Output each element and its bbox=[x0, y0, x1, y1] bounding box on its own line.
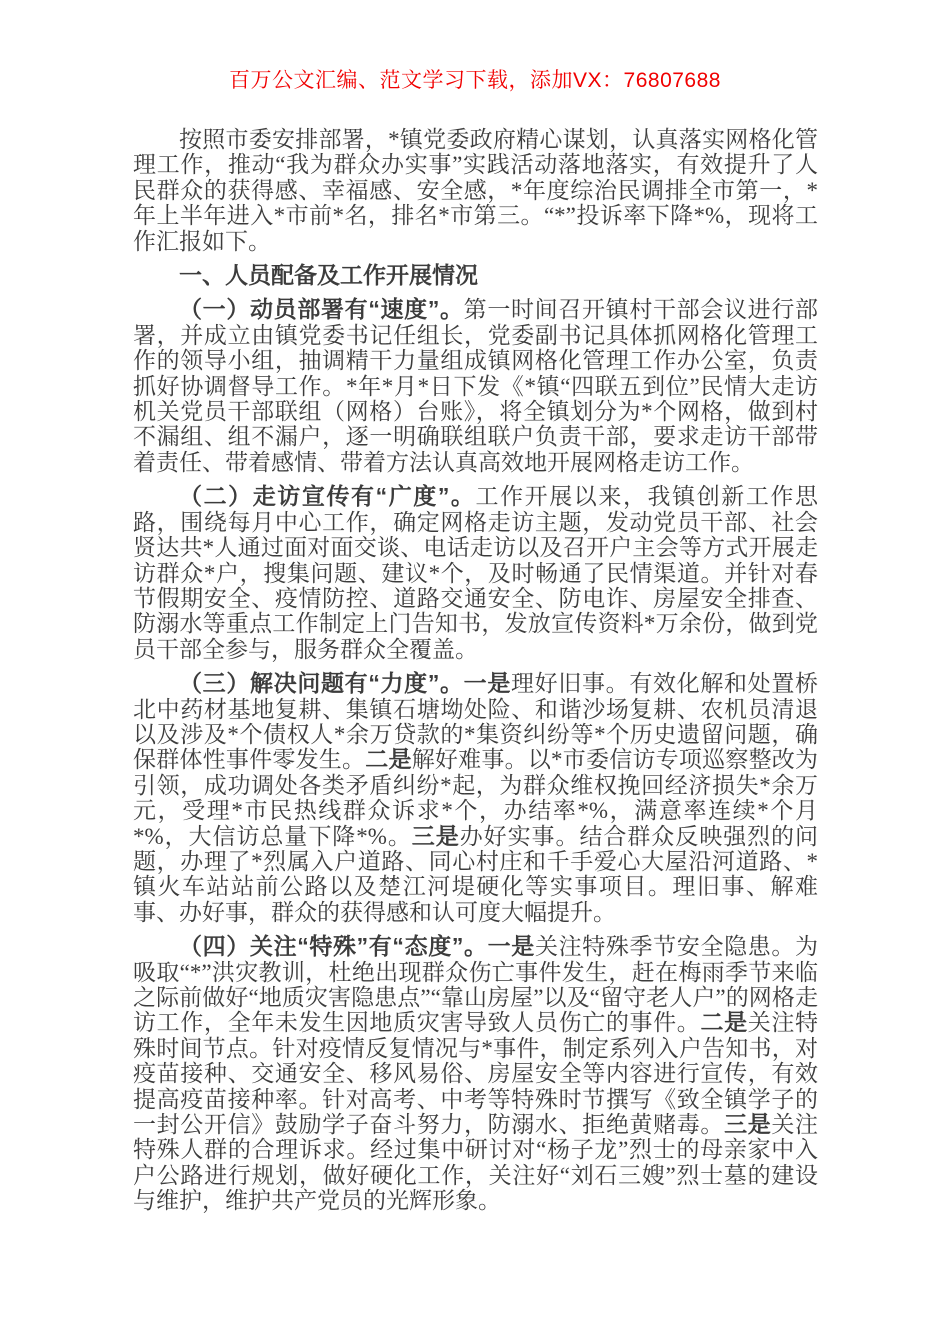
text-run: 办好实事。结合群众反映强烈的问题，办理了*烈属入户道路、同心村庄和千手爱心大屋沿河道路、*镇火车站站前公路以及楚江河堤硬化等实事项目。理旧事、解难事、办好事，群众的获得感和认可度大幅提升。 bbox=[133, 823, 818, 925]
text-run-bold: （四）关注“特殊”有“态度”。 bbox=[179, 933, 488, 960]
text-run: 关注特殊季节安全隐患。为吸取“*”洪灾教训，杜绝出现群众伤亡事件发生，赶在梅雨季节来临之际前做好“地质灾害隐患点”“靠山房屋”以及“留守老人户”的网格走访工作，全年未发生因地质灾害导致人员伤亡的事件。 bbox=[133, 934, 819, 1036]
header-ad-text: 百万公文汇编、范文学习下载，添加VX：76807688 bbox=[229, 69, 721, 92]
text-run: 工作开展以来，我镇创新工作思路，围绕每月中心工作，确定网格走访主题，发动党员干部、社会贤达共*人通过面对面交谈、电话走访以及召开户主会等方式开展走访群众*户，搜集问题、建议*个，及时畅通了民情渠道。并针对春节假期安全、疫情防控、道路交通安全、防电诈、房屋安全排查、防溺水等重点工作制定上门告知书，发放宣传资料*万余份，做到党员干部全参与，服务群众全覆盖。 bbox=[133, 484, 819, 662]
section-title bbox=[133, 263, 818, 288]
text-run: 解好难事。以*市委信访专项巡察整改为引领，成功调处各类矛盾纠纷*起，为群众维权挽回经济损失*余万元，受理*市民热线群众诉求*个，办结率*%，满意率连续*个月*%，大信访总量下降*%。 bbox=[133, 747, 819, 849]
text-run-bold: 一是 bbox=[463, 670, 512, 697]
text-run-bold: 一、人员配备及工作开展情况 bbox=[179, 262, 478, 289]
paragraph bbox=[133, 934, 818, 1213]
paragraph bbox=[133, 484, 818, 662]
text-run-bold: 一是 bbox=[487, 933, 535, 960]
text-run: 理好旧事。有效化解和处置桥北中药材基地复耕、集镇石塘坳处险、和谐沙场复耕、农机员清退以及涉及*个债权人*余万贷款的*集资纠纷等*个历史遗留问题，确保群体性事件零发生。 bbox=[133, 671, 819, 773]
text-run: 按照市委安排部署，*镇党委政府精心谋划，认真落实网格化管理工作，推动“我为群众办实事”实践活动落地落实，有效提升了人民群众的获得感、幸福感、安全感，*年度综治民调排全市第一，*年上半年进入*市前*名，排名*市第三。“*”投诉率下降*%，现将工作汇报如下。 bbox=[133, 127, 818, 254]
paragraph bbox=[133, 297, 818, 475]
text-run: 第一时间召开镇村干部会议进行部署，并成立由镇党委书记任组长，党委副书记具体抓网格化管理工作的领导小组，抽调精干力量组成镇网格化管理工作办公室，负责抓好协调督导工作。*年*月*日下发《*镇“四联五到位”民情大走访机关党员干部联组（网格）台账》，将全镇划分为*个网格，做到村不漏组、组不漏户，逐一明确联组联户负责干部，要求走访干部带着责任、带着感情、带着方法认真高效地开展网格走访工作。 bbox=[133, 297, 819, 475]
text-run-bold: （二）走访宣传有“广度”。 bbox=[179, 483, 476, 510]
text-run-bold: 二是 bbox=[700, 1009, 748, 1036]
text-run-bold: 三是 bbox=[411, 822, 460, 849]
document-body bbox=[133, 127, 818, 1223]
text-run: 关注特殊人群的合理诉求。经过集中研讨对“杨子龙”烈士的母亲家中入户公路进行规划，做好硬化工作，关注好“刘石三嫂”烈士墓的建设与维护，维护共产党员的光辉形象。 bbox=[133, 1112, 819, 1214]
text-run-bold: （三）解决问题有“力度”。 bbox=[179, 670, 464, 697]
text-run-bold: （一）动员部署有“速度”。 bbox=[179, 296, 464, 323]
paragraph bbox=[133, 127, 818, 254]
text-run-bold: 三是 bbox=[724, 1111, 772, 1138]
text-run-bold: 二是 bbox=[365, 746, 412, 773]
paragraph bbox=[133, 671, 818, 925]
text-run: 关注特殊时间节点。针对疫情反复情况与*事件，制定系列入户告知书，对疫苗接种、交通安全、移风易俗、房屋安全等内容进行宣传，有效提高疫苗接种率。针对高考、中考等特殊时节撰写《致全镇学子的一封公开信》鼓励学子奋斗努力，防溺水、拒绝黄赌毒。 bbox=[133, 1010, 819, 1138]
